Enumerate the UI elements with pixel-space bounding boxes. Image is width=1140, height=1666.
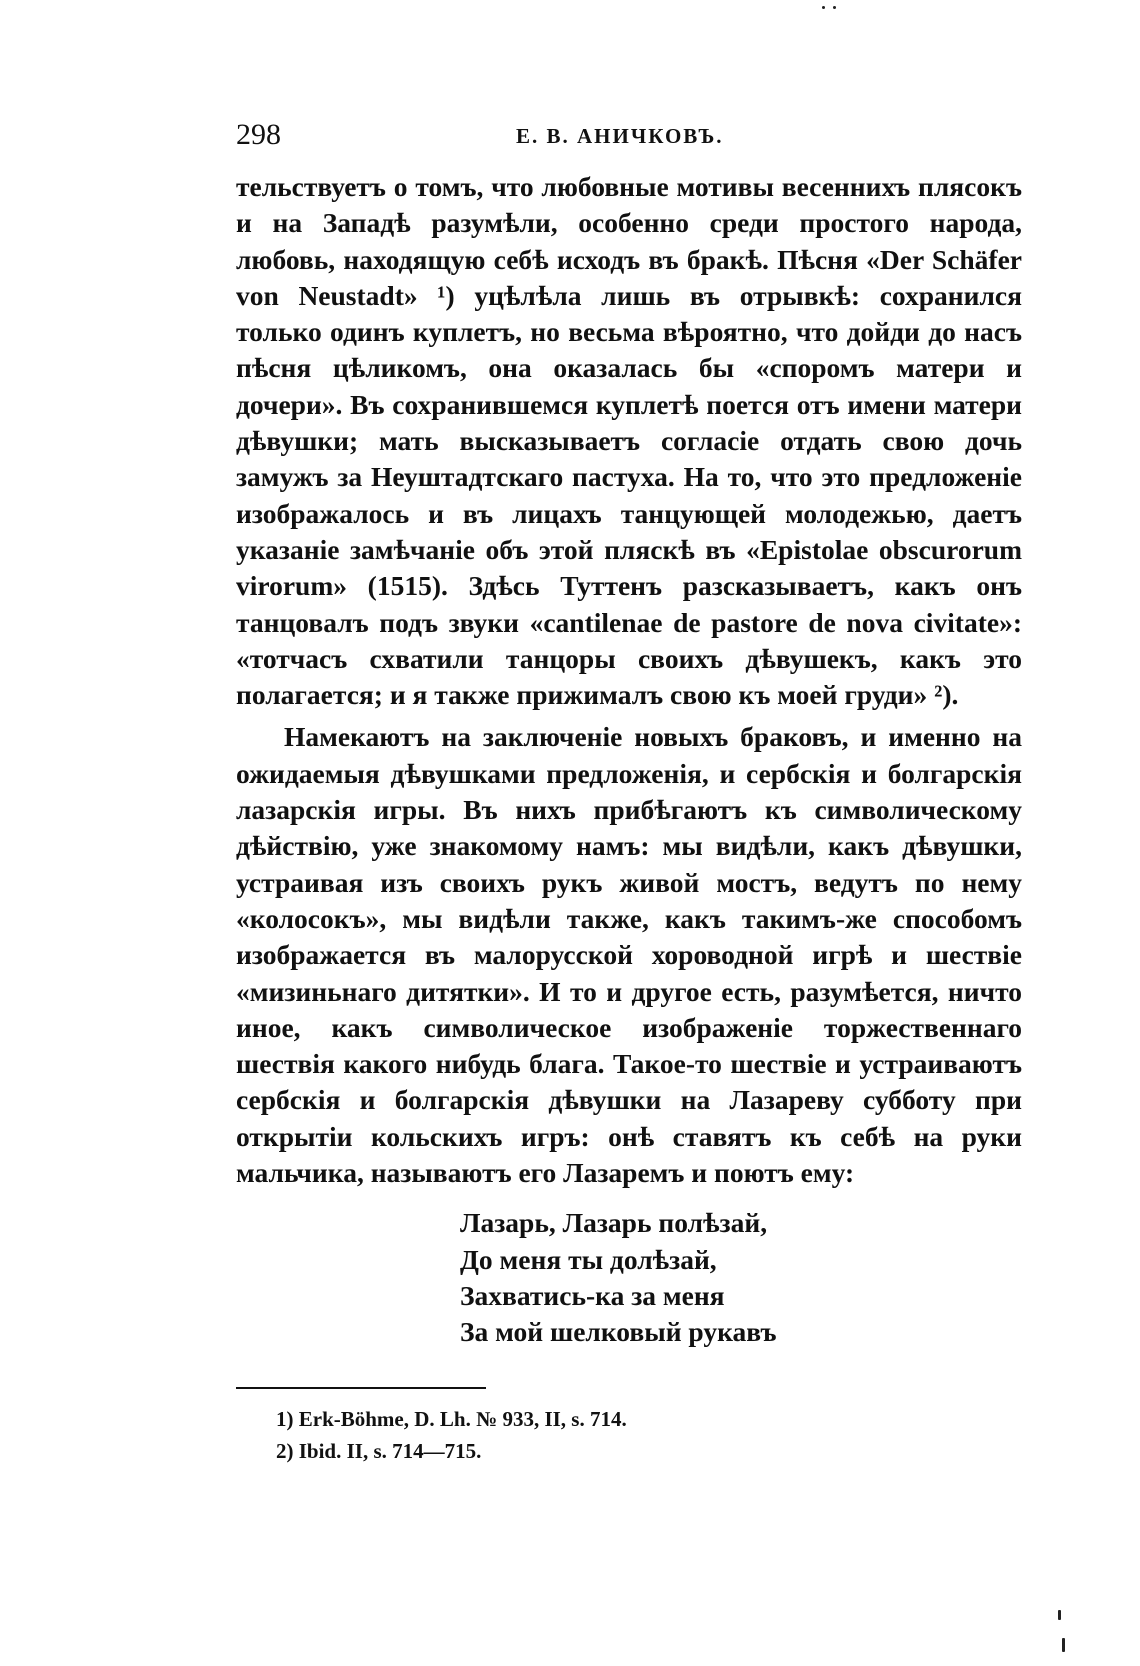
- page-header: [236, 110, 1022, 160]
- scan-speck: [822, 6, 825, 9]
- scan-speck: [1058, 1610, 1061, 1620]
- running-head: Е. В. АНИЧКОВЪ.: [516, 124, 724, 148]
- book-page: [236, 110, 1022, 1467]
- page-number: 298: [236, 118, 281, 151]
- verse-line: Лазарь, Лазарь полѣзай,: [460, 1207, 768, 1239]
- footnotes: [276, 1403, 1022, 1467]
- scan-speck: [833, 6, 836, 9]
- body-text: [236, 169, 1022, 1191]
- footnote-2: 2) Ibid. II, s. 714—715.: [276, 1438, 482, 1463]
- scan-speck: [1062, 1638, 1065, 1652]
- paragraph-2: Намекаютъ на заключеніе новыхъ браковъ, и именно на ожидаемыя дѣвушками предложенія, и сербскія и болгарскія лазарскія игры. Въ нихъ прибѣгаютъ къ символическому дѣйствію, уже знакомому намъ: мы видѣли, какъ дѣвушки, устраивая изъ своихъ рукъ живой мостъ, ведутъ по нему «колосокъ», мы видѣли также, какъ такимъ-же способомъ изображается въ малорусской хороводной игрѣ и шествіе «мизиньнаго дитятки». И то и другое есть, разумѣется, ничто иное, какъ символическое изображеніе торжественнаго шествія какого нибудь блага. Такое-то шествіе и устраиваютъ сербскія и болгарскія дѣвушки на Лазареву субботу при открытіи кольскихъ игръ: онѣ ставятъ къ себѣ на руки мальчика, называютъ его Лазаремъ и поютъ ему:: [236, 721, 1022, 1189]
- verse-line: За мой шелковый рукавъ: [460, 1316, 777, 1348]
- verse-block: [460, 1205, 1022, 1350]
- verse-line: До меня ты долѣзай,: [460, 1243, 717, 1275]
- paragraph-1: тельствуетъ о томъ, что любовные мотивы весеннихъ плясокъ и на Западѣ разумѣли, особенно среди простого народа, любовь, находящую себѣ исходъ въ бракѣ. Пѣсня «Der Schäfer von Neustadt» ¹) уцѣлѣла лишь въ отрывкѣ: сохранился только одинъ куплетъ, но весьма вѣроятно, что дойди до насъ пѣсня цѣликомъ, она оказалась бы «споромъ матери и дочери». Въ сохранившемся куплетѣ поется отъ имени матери дѣвушки; мать высказываетъ согласіе отдать свою дочь замужъ за Неуштадтскаго пастуха. На то, что это предложеніе изображалось и въ лицахъ танцующей молодежью, даетъ указаніе замѣчаніе объ этой пляскѣ въ «Epistolae obscurorum virorum» (1515). Здѣсь Туттенъ разсказываетъ, какъ онъ танцовалъ подъ звуки «cantilenae de pastore de nova civitate»: «тотчасъ схватили танцоры своихъ дѣвушекъ, какъ это полагается; и я также прижималъ свою къ моей груди» ²).: [236, 171, 1022, 711]
- footnote-1: 1) Erk-Böhme, D. Lh. № 933, II, s. 714.: [276, 1406, 627, 1431]
- verse-line: Захватись-ка за меня: [460, 1279, 725, 1311]
- footnote-rule: [236, 1387, 486, 1389]
